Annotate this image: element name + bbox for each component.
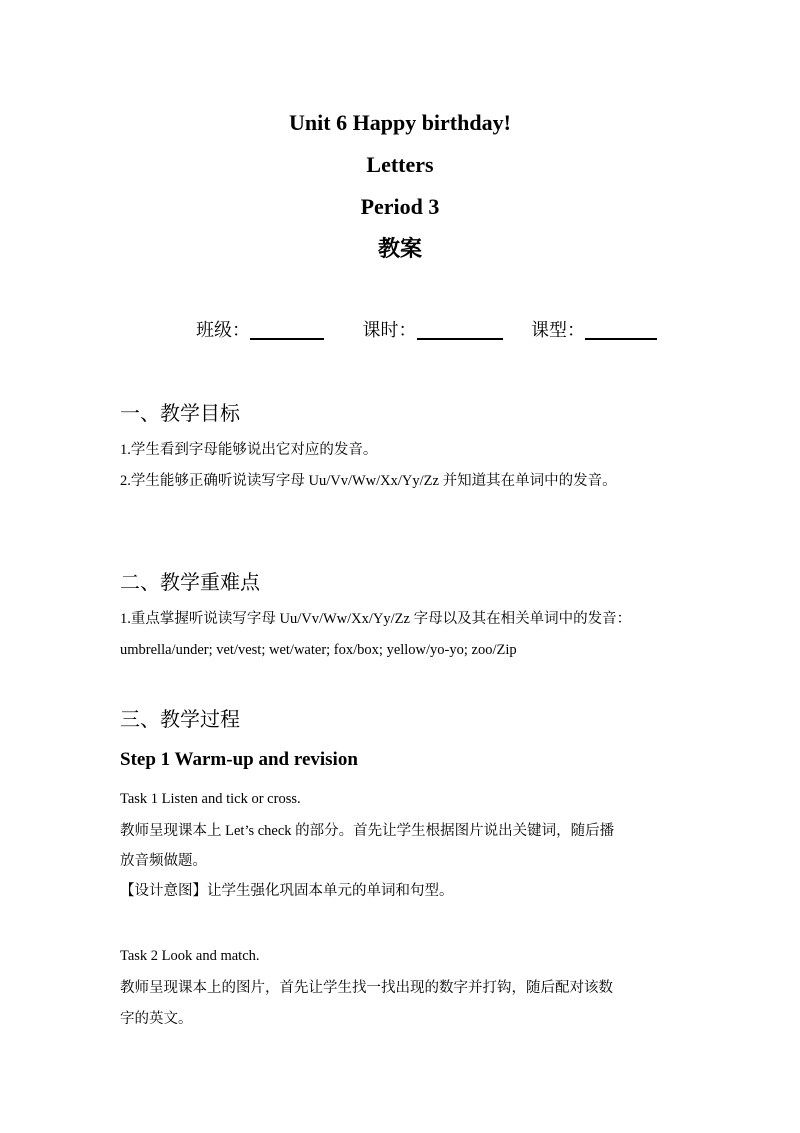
task1-line-2: 放音频做题。 <box>120 853 207 869</box>
task2-line-1: 教师呈现课本上的图片，首先让学生找一找出现的数字并打钩，随后配对该数 <box>120 980 613 996</box>
period-title: Period 3 <box>360 194 440 219</box>
task1-line-1: 教师呈现课本上 Let’s check 的部分。首先让学生根据图片说出关键词，随后播 <box>120 823 615 839</box>
lesson-title: Letters <box>366 152 434 177</box>
objectives-heading: 一、教学目标 <box>120 401 240 425</box>
key-point-line-1: 1.重点掌握听说读写字母 Uu/Vv/Ww/Xx/Yy/Zz 字母以及其在相关单词中的发音： <box>120 611 632 627</box>
objective-line-1: 1.学生看到字母能够说出它对应的发音。 <box>120 442 378 458</box>
type-label: 课型： <box>531 320 585 341</box>
key-points-heading: 二、教学重难点 <box>120 570 260 594</box>
type-field <box>531 316 657 345</box>
task2-title: Task 2 Look and match. <box>120 948 260 964</box>
type-blank <box>585 318 657 340</box>
period-field <box>363 316 503 345</box>
class-blank <box>250 318 324 340</box>
document-type-title: 教案 <box>377 236 422 261</box>
step1-heading: Step 1 Warm-up and revision <box>120 749 358 770</box>
unit-title: Unit 6 Happy birthday! <box>289 110 511 135</box>
task1-title: Task 1 Listen and tick or cross. <box>120 791 301 807</box>
task1-design-intent: 【设计意图】让学生强化巩固本单元的单词和句型。 <box>120 883 454 899</box>
title-block <box>0 102 800 270</box>
period-blank <box>417 318 503 340</box>
period-label: 课时： <box>362 320 417 341</box>
process-heading: 三、教学过程 <box>120 707 240 731</box>
meta-row <box>196 316 657 345</box>
class-field <box>196 316 324 345</box>
key-point-line-2: umbrella/under; vet/vest; wet/water; fox/box; yellow/yo-yo; zoo/Zip <box>120 642 517 658</box>
objective-line-2: 2.学生能够正确听说读写字母 Uu/Vv/Ww/Xx/Yy/Zz 并知道其在单词中的发音。 <box>120 473 617 489</box>
task2-line-2: 字的英文。 <box>120 1011 193 1027</box>
class-label: 班级： <box>196 320 250 341</box>
